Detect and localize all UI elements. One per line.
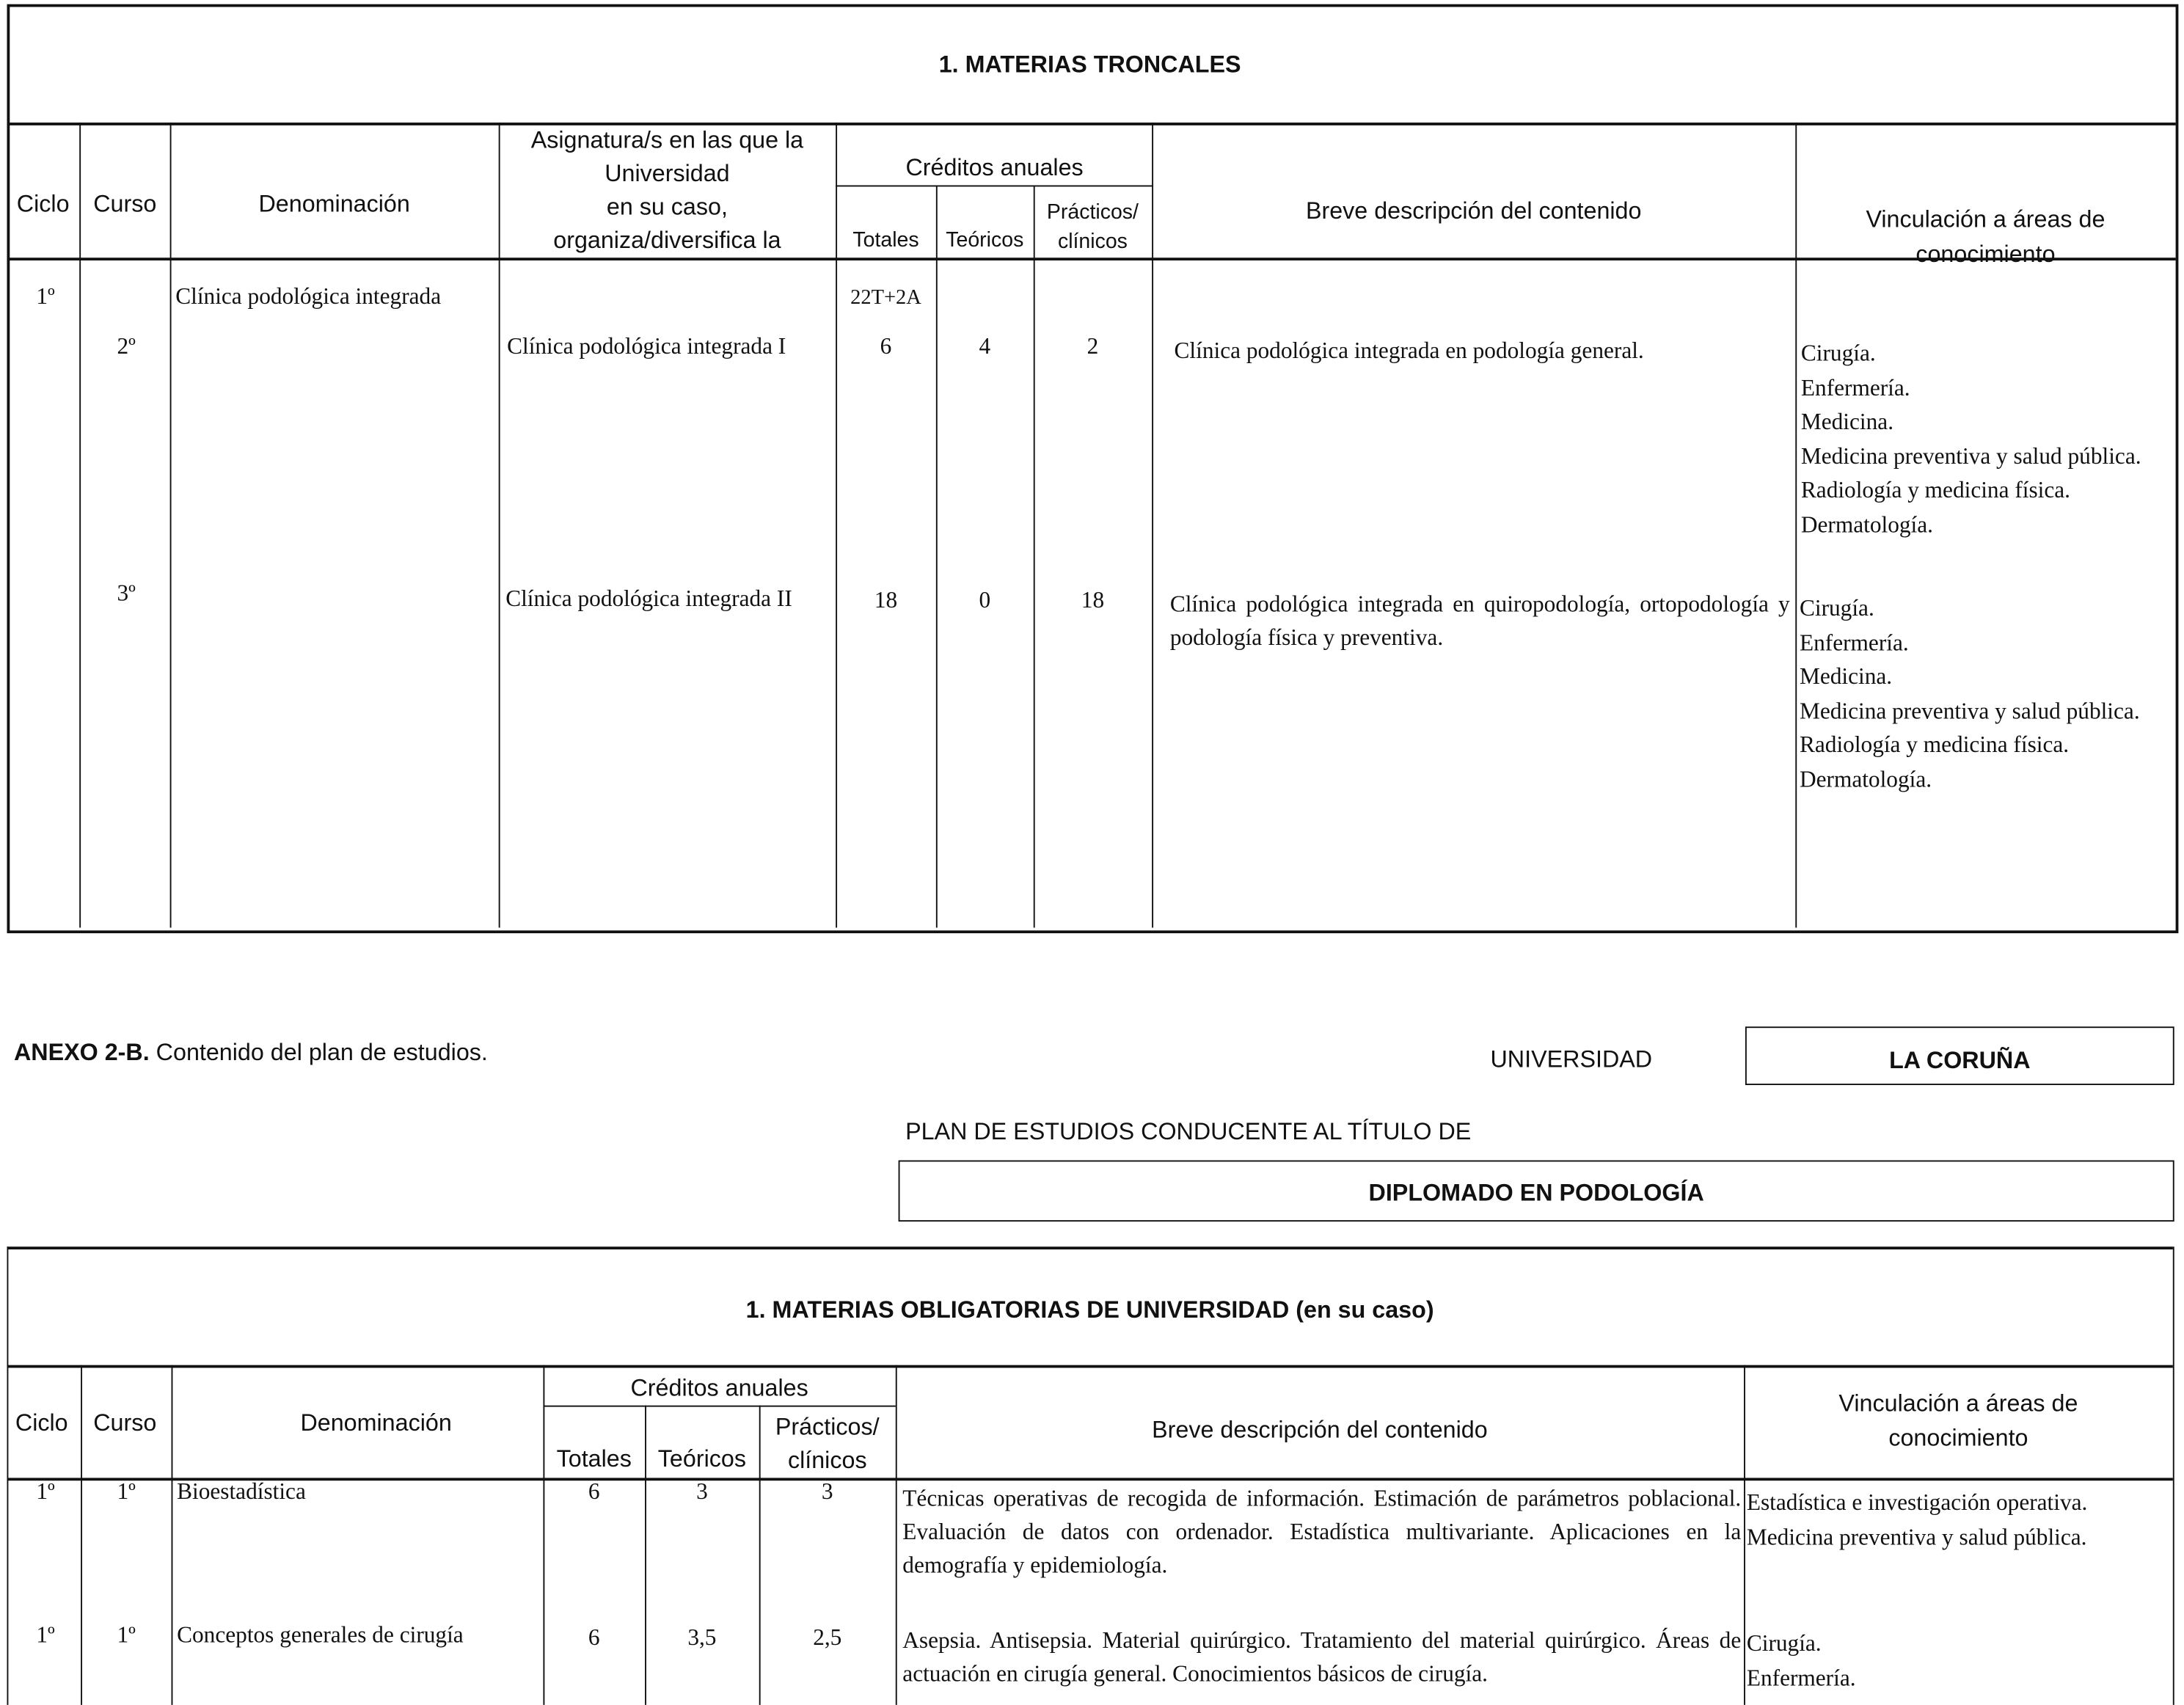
cell-totales: 6 (588, 1624, 600, 1651)
header-ciclo: Ciclo (15, 1409, 68, 1436)
cell-practicos: 2,5 (813, 1624, 842, 1651)
cell-areas: Cirugía. Enfermería. Medicina. Medicina preventiva y salud pública. Radiología y medicina física. Dermatología. (1800, 340, 2141, 537)
header-curso: Curso (93, 191, 157, 218)
cell-practicos: 3 (821, 1478, 833, 1505)
cell-curso: 1º (117, 1621, 136, 1649)
cell-descripcion: Clínica podológica integrada en quiropodología, ortopodología y podología física y preventiva. (1169, 591, 1790, 651)
cell-asignatura: Clínica podológica integrada II (505, 585, 792, 612)
header-totales: Totales (556, 1445, 632, 1472)
cell-descripcion: Clínica podológica integrada en podología general. (1174, 337, 1644, 364)
cell-teoricos: 4 (979, 332, 991, 359)
table-title: 1. MATERIAS TRONCALES (938, 51, 1241, 79)
cell-teoricos: 3,5 (687, 1624, 717, 1651)
cell-areas: Estadística e investigación operativa. Medicina preventiva y salud pública. (1746, 1489, 2088, 1550)
header-descripcion: Breve descripción del contenido (1305, 197, 1642, 224)
universidad-label: UNIVERSIDAD (1490, 1045, 1653, 1073)
header-curso: Curso (93, 1409, 157, 1436)
header-denominacion: Denominación (258, 191, 410, 218)
table-title: 1. MATERIAS OBLIGATORIAS DE UNIVERSIDAD (en su caso) (745, 1296, 1434, 1324)
header-teoricos: Teóricos (657, 1445, 746, 1472)
cell-teoricos: 3 (696, 1478, 708, 1505)
cell-totales: 6 (880, 332, 892, 359)
cell-curso: 1º (117, 1478, 136, 1505)
annex-heading: ANEXO 2-B. Contenido del plan de estudios. (13, 1039, 488, 1066)
cell-areas: Cirugía. Enfermería. (1746, 1629, 1856, 1690)
plan-label: PLAN DE ESTUDIOS CONDUCENTE AL TÍTULO DE (905, 1118, 1472, 1145)
cell-asignatura: Clínica podológica integrada I (507, 332, 786, 359)
cell-descripcion: Asepsia. Antisepsia. Material quirúrgico. Tratamiento del material quirúrgico. Áreas de actuación en cirugía general. Conocimientos básicos de cirugía. (902, 1626, 1742, 1687)
cell-areas: Cirugía. Enfermería. Medicina. Medicina preventiva y salud pública. Radiología y medicina física. Dermatología. (1799, 594, 2140, 792)
cell-practicos: 18 (1081, 586, 1105, 613)
cell-ciclo: 1º (36, 282, 55, 310)
cell-denominacion: Conceptos generales de cirugía (177, 1621, 464, 1649)
header-creditos: Créditos anuales (630, 1374, 808, 1401)
header-creditos: Créditos anuales (905, 154, 1084, 181)
header-vinculacion: Vinculación a áreas de conocimiento (1838, 1390, 2078, 1452)
header-ciclo: Ciclo (16, 191, 70, 218)
cell-denominacion: Clínica podológica integrada (175, 282, 442, 310)
cell-denominacion: Bioestadística (177, 1478, 306, 1505)
titulo-value: DIPLOMADO EN PODOLOGÍA (1368, 1180, 1704, 1207)
universidad-value: LA CORUÑA (1889, 1047, 2031, 1074)
header-vinculacion: Vinculación a áreas de conocimiento (1866, 205, 2106, 268)
header-denominacion: Denominación (300, 1409, 452, 1436)
cell-totales-main: 22T+2A (850, 287, 921, 310)
cell-teoricos: 0 (979, 586, 991, 613)
header-totales: Totales (852, 228, 919, 252)
cell-totales: 18 (874, 586, 898, 613)
header-descripcion: Breve descripción del contenido (1152, 1416, 1488, 1443)
cell-ciclo: 1º (36, 1478, 55, 1505)
header-teoricos: Teóricos (946, 228, 1024, 252)
header-practicos: Prácticos/ clínicos (1046, 200, 1139, 254)
cell-practicos: 2 (1086, 332, 1099, 359)
header-asignatura: Asignatura/s en las que la Universidad en su caso, organiza/diversifica la (530, 126, 804, 254)
header-practicos: Prácticos/ clínicos (775, 1414, 880, 1474)
cell-curso: 3º (117, 579, 136, 606)
cell-curso: 2º (117, 332, 136, 359)
cell-descripcion: Técnicas operativas de recogida de información. Estimación de parámetros poblacional. Evaluación de datos con ordenador. Estadística multivariante. Aplicaciones en la demografía y epidemiología. (902, 1484, 1742, 1579)
cell-totales: 6 (588, 1478, 600, 1505)
cell-ciclo: 1º (36, 1621, 55, 1649)
